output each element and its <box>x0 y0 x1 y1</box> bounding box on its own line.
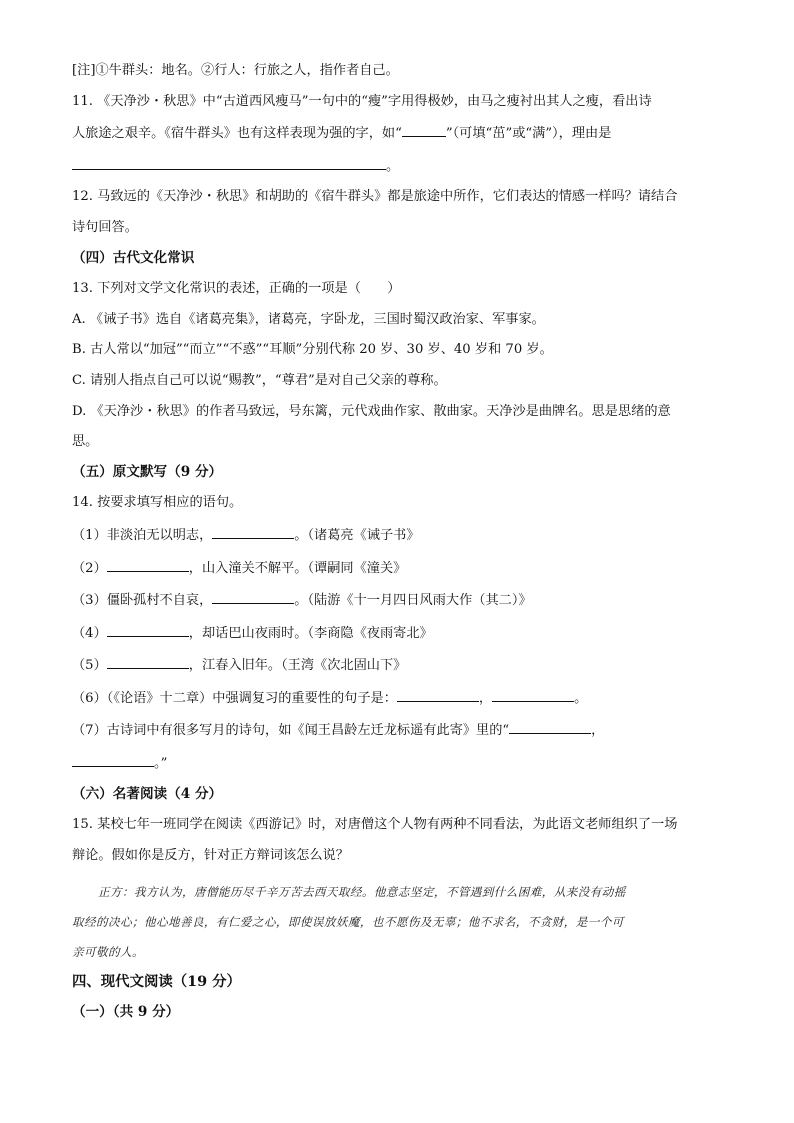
affirmative-argument <box>72 877 722 967</box>
quote-line-2: 取经的决心；他心地善良，有仁爱之心，即使误放妖魔，也不愿伤及无辜；他不求名，不贪财，是一个可 <box>72 915 624 930</box>
q14-6-blank-1[interactable] <box>397 688 479 702</box>
section-heading-modern-part-1: （一）（共 9 分） <box>72 1004 180 1021</box>
section-heading-culture: （四）古代文化常识 <box>72 249 195 266</box>
q12-line-1: 12. 马致远的《天净沙・秋思》和胡助的《宿牛群头》都是旅途中所作，它们表达的情感一样吗？请结合 <box>72 189 678 205</box>
question-12 <box>72 188 722 236</box>
question-14 <box>72 494 722 772</box>
q13-option-a: A. 《诫子书》选自《诸葛亮集》，诸葛亮，字卧龙，三国时蜀汉政治家、军事家。 <box>72 311 545 327</box>
q11-answer-blank[interactable] <box>402 123 446 137</box>
question-11 <box>72 93 722 175</box>
q11-line-2: 人旅途之艰辛。《宿牛群头》也有这样表现为强的字，如“ ”（可填“茁”或“满”），理由是 <box>72 123 722 142</box>
section-heading-dictation: （五）原文默写（9 分） <box>72 463 223 480</box>
q14-7-blank-2[interactable] <box>72 753 154 767</box>
q15-line-1: 15. 某校七年一班同学在阅读《西游记》时，对唐僧这个人物有两种不同看法，为此语文老师组织了一场 <box>72 817 678 833</box>
q14-stem: 14. 按要求填写相应的语句。 <box>72 495 243 511</box>
q11-line-3: 。 <box>72 156 722 175</box>
q13-stem: 13. 下列对文学文化常识的表述，正确的一项是（ ） <box>72 281 401 297</box>
q14-item-2: （2） ，山入潼关不解平。（谭嗣同《潼关》 <box>72 558 722 577</box>
section-heading-classics: （六）名著阅读（4 分） <box>72 785 223 802</box>
q12-line-2: 诗句回答。 <box>72 219 138 235</box>
footnote: [注]①牛群头：地名。②行人：行旅之人，指作者自己。 <box>72 63 399 78</box>
question-13 <box>72 280 722 450</box>
q14-item-1: （1）非淡泊无以明志， 。（诸葛亮《诫子书》 <box>72 525 722 544</box>
q14-item-4: （4） ，却话巴山夜雨时。（李商隐《夜雨寄北》 <box>72 623 722 642</box>
question-15 <box>72 816 722 967</box>
q14-item-5: （5） ，江春入旧年。（王湾《次北固山下》 <box>72 655 722 674</box>
q14-3-blank[interactable] <box>212 590 294 604</box>
q14-1-blank[interactable] <box>212 525 294 539</box>
quote-line-1: 正方：我方认为，唐僧能历尽千辛万苦去西天取经。他意志坚定，不管遇到什么困难，从来没有动摇 <box>98 885 626 900</box>
q13-option-b: B. 古人常以“加冠”“而立”“不惑”“耳顺”分别代称 20 岁、30 岁、40 岁和 70 岁。 <box>72 342 553 358</box>
q14-item-3: （3）僵卧孤村不自哀， 。（陆游《十一月四日风雨大作（其二）》 <box>72 590 722 609</box>
quote-line-3: 亲可敬的人。 <box>72 945 144 960</box>
section-heading-modern-reading: 四、现代文阅读（19 分） <box>72 973 241 991</box>
q14-7-blank-1[interactable] <box>509 720 591 734</box>
q14-item-7-line-2: 。” <box>72 753 722 772</box>
exam-page <box>72 62 722 1035</box>
q13-option-c: C. 请别人指点自己可以说“赐教”，“尊君”是对自己父亲的尊称。 <box>72 372 447 388</box>
q14-6-blank-2[interactable] <box>492 688 574 702</box>
q14-4-blank[interactable] <box>107 623 189 637</box>
q13-option-d-line-1: D. 《天净沙・秋思》的作者马致远，号东篱，元代戏曲作家、散曲家。天净沙是曲牌名。思是思绪的意 <box>72 403 671 419</box>
q13-option-d-line-2: 思。 <box>72 434 99 450</box>
q14-2-blank[interactable] <box>107 558 189 572</box>
q11-line-1: 11. 《天净沙・秋思》中“古道西风瘦马”一句中的“瘦”字用得极妙，由马之瘦衬出其人之瘦，看出诗 <box>72 93 652 109</box>
q15-line-2: 辩论。假如你是反方，针对正方辩词该怎么说？ <box>72 847 349 863</box>
q14-item-6: （6）（《论语》十二章）中强调复习的重要性的句子是： ， 。 <box>72 688 722 707</box>
q14-5-blank[interactable] <box>107 655 189 669</box>
q11-reason-blank[interactable] <box>72 156 386 170</box>
q14-item-7-line-1: （7）古诗词中有很多写月的诗句，如《闻王昌龄左迁龙标遥有此寄》里的“ ， <box>72 720 722 739</box>
